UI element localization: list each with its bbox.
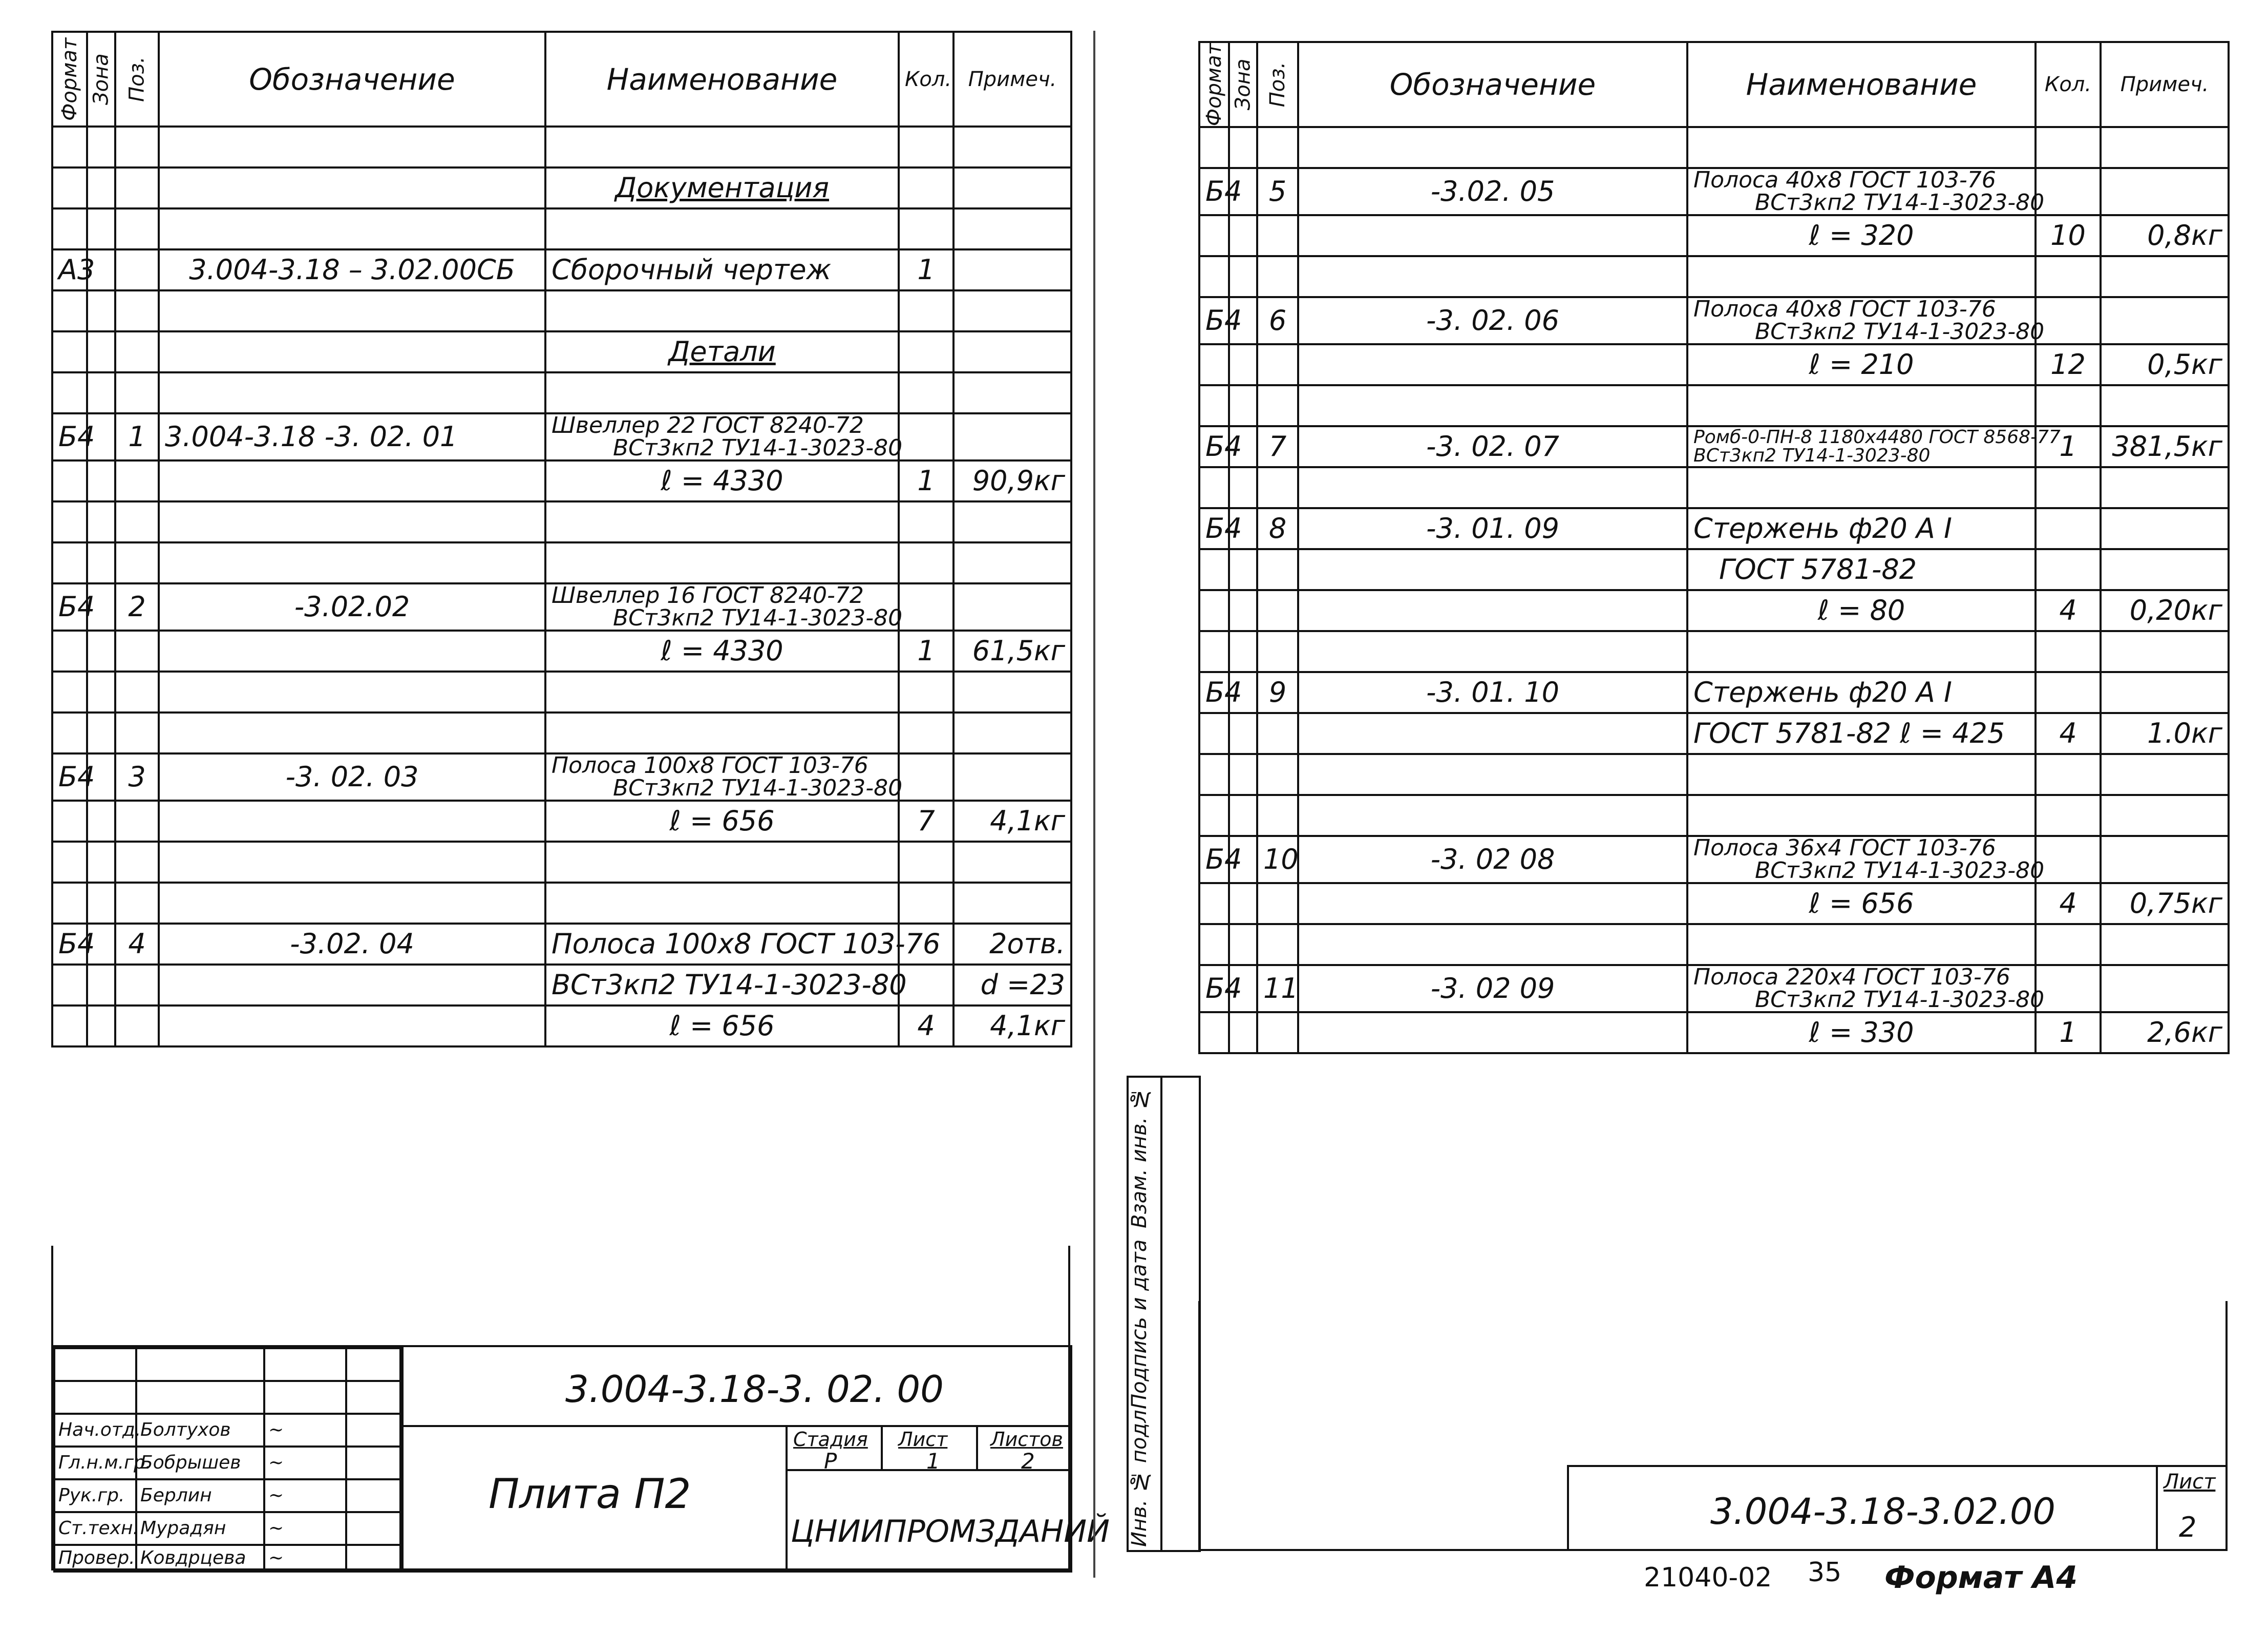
signature-row: Рук.гр. Берлин ~ xyxy=(54,1479,402,1512)
right-sheet-label: Лист xyxy=(2164,1470,2216,1494)
drawing-title: Плита П2 xyxy=(489,1470,691,1518)
table-row: Б4 11 -3. 02 09 Полоса 220х4 ГОСТ 103-76 ВСт3кп2 ТУ14-1-3023-80 xyxy=(1199,965,2229,1012)
table-row: Б4 4 -3.02. 04 Полоса 100х8 ГОСТ 103-76 2отв. xyxy=(52,924,1071,965)
table-row xyxy=(52,249,1071,290)
stage-value: Р xyxy=(824,1449,837,1474)
side-label-replaced: Взам. инв. № xyxy=(1128,1087,1151,1228)
table-row: ℓ = 80 4 0,20кг xyxy=(1199,590,2229,631)
section-documentation: Документация xyxy=(545,167,899,208)
table-row: ℓ = 656 4 4,1кг xyxy=(52,1005,1071,1046)
table-row: ℓ = 4330 1 61,5кг xyxy=(52,631,1071,672)
right-spec-table: Формат Зона Поз. Обозначение Наименование Кол. Примеч. Б4 5 -3.02. 05 Полоса 40х8 ГОСТ 103-76 ВСт3кп2 ТУ14-1-3023-80 ℓ = 320 10 0,8кг Б4 6 -3. 02. 06 Полоса 40х8 ГОСТ 103-76 ВСт3кп2 ТУ14-1-3023-80 ℓ = 210 12 0,5кг Б4 7 -3. 02. 07 Ромб-0-ПН-8 1180х4480 ГОСТ 8568-77 ВСт3кп2 ТУ14-1-3023-80 1 381,5кг Б4 8 -3. 01. 09 Стержень ф20 А I ГОСТ 5781-82 ℓ = 80 4 0,20кг Б4 9 -3. 01. 10 Стержень ф20 А I ГОСТ 5781-82 ℓ = 425 4 1.0кг Б4 10 -3. 02 08 Полоса 36х4 ГОСТ 103-76 ВСт3кп2 ТУ14-1-3023-80 ℓ = 656 4 0,75кг Б4 11 -3. 02 09 Полоса 220х4 ГОСТ 103-76 ВСт3кп2 ТУ14-1-3023-80 ℓ = 330 1 2,6кг xyxy=(1198,41,2230,1054)
row-qty: 1 xyxy=(899,249,953,290)
header-format: Формат xyxy=(52,32,87,127)
table-row: Б4 6 -3. 02. 06 Полоса 40х8 ГОСТ 103-76 ВСт3кп2 ТУ14-1-3023-80 xyxy=(1199,297,2229,344)
signature-row: Ст.техн. Мурадян ~ xyxy=(54,1512,402,1545)
table-row: Б4 5 -3.02. 05 Полоса 40х8 ГОСТ 103-76 ВСт3кп2 ТУ14-1-3023-80 xyxy=(1199,168,2229,215)
sheets-value: 2 xyxy=(1021,1449,1035,1474)
table-row: ℓ = 656 4 0,75кг xyxy=(1199,883,2229,924)
header-designation: Обозначение xyxy=(159,32,545,127)
title-block xyxy=(51,1345,1110,1570)
header-qty: Кол. xyxy=(899,32,953,127)
organization: ЦНИИПРОМЗДАНИЙ xyxy=(791,1514,1110,1549)
row-designation: 3.004-3.18 – 3.02.00СБ xyxy=(159,249,545,290)
side-label-inventory: Инв. № подл. xyxy=(1128,1403,1151,1547)
side-label-signature: Подпись и дата xyxy=(1128,1239,1151,1409)
table-row: ℓ = 210 12 0,5кг xyxy=(1199,344,2229,385)
sheet-value: 1 xyxy=(926,1449,940,1474)
footer-format: Формат А4 xyxy=(1884,1560,2078,1596)
sheet-label: Лист xyxy=(898,1428,948,1451)
header-note: Примеч. xyxy=(953,32,1071,127)
table-row: Б4 9 -3. 01. 10 Стержень ф20 А I xyxy=(1199,672,2229,713)
section-details: Детали xyxy=(545,331,899,372)
signature-row: Гл.н.м.гр. Бобрышев ~ xyxy=(54,1447,402,1479)
table-row: Б4 2 -3.02.02 Швеллер 16 ГОСТ 8240-72 ВСт3кп2 ТУ14-1-3023-80 xyxy=(52,583,1071,631)
header-pos: Поз. xyxy=(115,32,159,127)
footer-page: 35 xyxy=(1808,1557,1842,1588)
footer-number: 21040-02 xyxy=(1644,1562,1772,1593)
table-row: ℓ = 320 10 0,8кг xyxy=(1199,215,2229,256)
signature-row: Нач.отд. Болтухов ~ xyxy=(54,1414,402,1447)
fold-line xyxy=(1093,31,1095,1578)
table-row: ℓ = 656 7 4,1кг xyxy=(52,801,1071,842)
row-name: Сборочный чертеж xyxy=(545,249,899,290)
table-row: ГОСТ 5781-82 ℓ = 425 4 1.0кг xyxy=(1199,713,2229,754)
header-name: Наименование xyxy=(545,32,899,127)
right-sheet-value: 2 xyxy=(2179,1511,2197,1543)
sheets-label: Листов xyxy=(990,1428,1063,1451)
table-row: Б4 8 -3. 01. 09 Стержень ф20 А I xyxy=(1199,508,2229,549)
table-row: Б4 7 -3. 02. 07 Ромб-0-ПН-8 1180х4480 ГОСТ 8568-77 ВСт3кп2 ТУ14-1-3023-80 1 381,5кг xyxy=(1199,426,2229,467)
header-zone: Зона xyxy=(87,32,115,127)
signature-row: Провер. Ковдрцева ~ xyxy=(54,1545,402,1572)
signatures-table xyxy=(53,1347,404,1573)
left-doc-code: 3.004-3.18-3. 02. 00 xyxy=(565,1368,944,1411)
stage-label: Стадия xyxy=(793,1428,868,1451)
table-row: ℓ = 330 1 2,6кг xyxy=(1199,1012,2229,1053)
table-row: ВСт3кп2 ТУ14-1-3023-80 d =23 xyxy=(52,965,1071,1005)
table-row: Б4 10 -3. 02 08 Полоса 36х4 ГОСТ 103-76 ВСт3кп2 ТУ14-1-3023-80 xyxy=(1199,836,2229,883)
row-format: А3 xyxy=(52,249,87,290)
right-doc-code: 3.004-3.18-3.02.00 xyxy=(1710,1491,2055,1533)
left-spec-table xyxy=(51,31,1072,1048)
table-row: ℓ = 4330 1 90,9кг xyxy=(52,460,1071,501)
table-row: Б4 3 -3. 02. 03 Полоса 100х8 ГОСТ 103-76 ВСт3кп2 ТУ14-1-3023-80 xyxy=(52,753,1071,801)
table-row: Б4 1 3.004-3.18 -3. 02. 01 Швеллер 22 ГОСТ 8240-72 ВСт3кп2 ТУ14-1-3023-80 xyxy=(52,413,1071,460)
